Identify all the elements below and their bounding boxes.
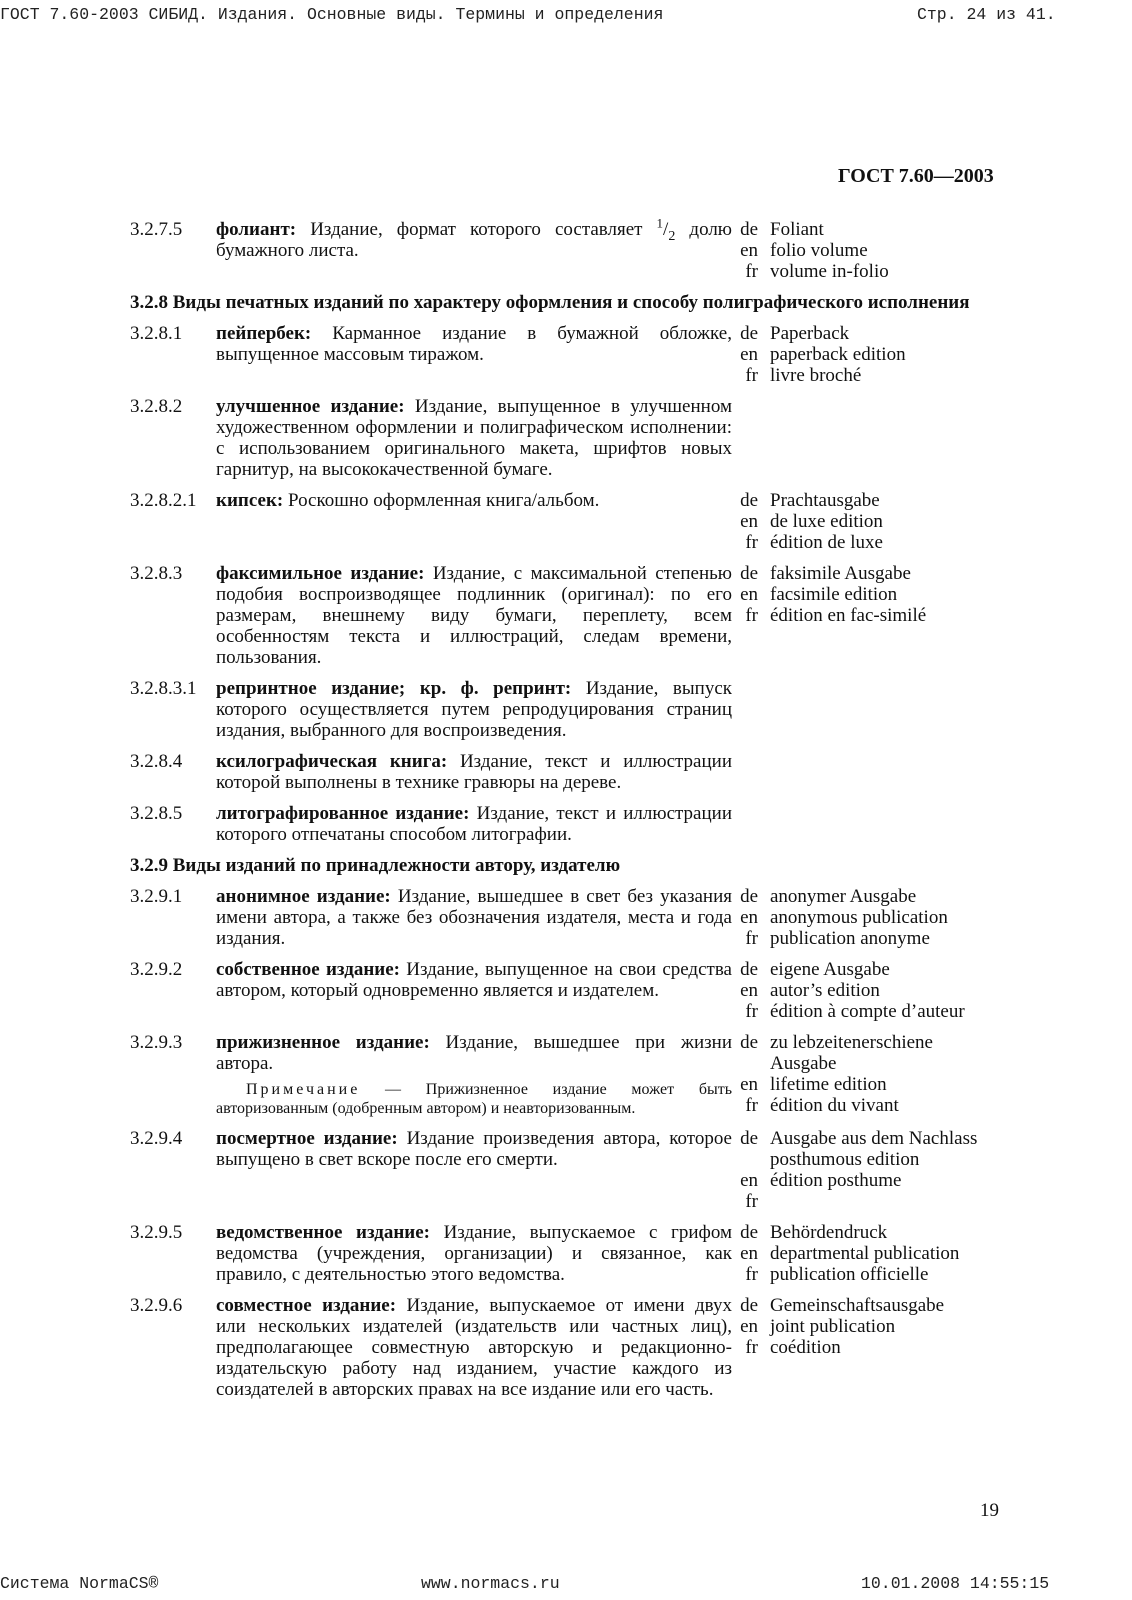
- footer-website: www.normacs.ru: [421, 1574, 560, 1593]
- foreign-term: de luxe edition: [770, 511, 883, 532]
- entry-term: анонимное издание:: [216, 886, 391, 907]
- entry-definition: [216, 490, 732, 553]
- lang-code: fr: [745, 605, 758, 626]
- lang-code: fr: [745, 1264, 758, 1285]
- fraction-denominator: 2: [668, 228, 676, 244]
- foreign-term: Paperback: [770, 323, 850, 344]
- entry-number: 3.2.7.5: [130, 219, 183, 240]
- lang-code: de: [740, 886, 758, 907]
- entry-term: кипсек:: [216, 490, 284, 511]
- entry-definition: [216, 1295, 732, 1400]
- language-codes: [732, 959, 770, 1022]
- foreign-term: Foliant: [770, 219, 824, 240]
- entry-term: фолиант:: [216, 219, 297, 240]
- lang-code: en: [740, 980, 758, 1001]
- foreign-equivalents: [770, 803, 1000, 845]
- lang-code: en: [740, 1170, 758, 1191]
- entry-definition: [216, 803, 732, 845]
- entry-definition-text: Издание, выпуск которого осуществляется путем репродуцирования страниц издания, выбранного для воспроизведения.: [216, 678, 732, 741]
- lang-code: fr: [745, 1337, 758, 1358]
- lang-code: de: [740, 1222, 758, 1243]
- foreign-term: édition du vivant: [770, 1095, 899, 1116]
- entry-term: пейпербек:: [216, 323, 312, 344]
- foreign-term: departmental publication: [770, 1243, 960, 1264]
- entry-definition-block: [216, 1032, 732, 1118]
- entry-definition: [216, 323, 732, 386]
- section-heading-3-2-8: 3.2.8 Виды печатных изданий по характеру оформления и способу полиграфического исполнения: [130, 292, 970, 313]
- foreign-term: publication officielle: [770, 1264, 929, 1285]
- section-heading-3-2-9: 3.2.9 Виды изданий по принадлежности автору, издателю: [130, 855, 621, 876]
- lang-code: fr: [745, 261, 758, 282]
- entry-note: [216, 1080, 732, 1118]
- entry-definition-text: Издание, текст и иллюстрации которого отпечатаны способом литографии.: [216, 803, 732, 845]
- entry-definition-text: Издание, текст и иллюстрации которой выполнены в технике гравюры на дереве.: [216, 751, 732, 793]
- entry-3-2-7-5: [130, 215, 1000, 282]
- lang-code: en: [740, 1074, 758, 1095]
- document-code: ГОСТ 7.60—2003: [838, 165, 994, 187]
- entry-3-2-9-1: [130, 886, 1000, 949]
- lang-code: fr: [745, 928, 758, 949]
- foreign-equivalents: [770, 323, 1000, 386]
- lang-code: de: [740, 323, 758, 344]
- entry-definition-text: Издание, выпущенное на свои средства автором, который одновременно является и издателем.: [216, 959, 732, 1001]
- foreign-term: autor’s edition: [770, 980, 880, 1001]
- lang-code: de: [740, 1295, 758, 1316]
- foreign-equivalents: [770, 1295, 1000, 1400]
- entry-term: совместное издание:: [216, 1295, 397, 1316]
- entry-definition: [216, 678, 732, 741]
- page-number: 19: [980, 1500, 999, 1521]
- foreign-term: anonymer Ausgabe: [770, 886, 917, 907]
- foreign-term: folio volume: [770, 240, 868, 261]
- entry-term: ведомственное издание:: [216, 1222, 430, 1243]
- foreign-equivalents: [770, 1128, 1000, 1212]
- language-codes: [732, 1295, 770, 1400]
- entry-definition: [216, 1222, 732, 1285]
- entry-3-2-9-3: [130, 1032, 1000, 1118]
- foreign-term: Gemeinschaftsausgabe: [770, 1295, 945, 1316]
- entries-group-3-2-9-a: [130, 886, 1000, 1022]
- language-codes: [732, 751, 770, 793]
- entry-3-2-8-2-1: [130, 490, 1000, 553]
- foreign-term: publication anonyme: [770, 928, 930, 949]
- lang-code: en: [740, 240, 758, 261]
- foreign-equivalents: [770, 563, 1000, 668]
- foreign-term: Ausgabe aus dem Nachlass: [770, 1128, 978, 1149]
- fraction-slash: /: [663, 219, 669, 240]
- entry-number: 3.2.8.4: [130, 751, 183, 772]
- language-codes: [732, 1128, 770, 1212]
- entry-definition-text: Издание, формат которого составляет: [296, 219, 657, 240]
- entry-definition: [216, 1032, 732, 1074]
- entry-definition: [216, 959, 732, 1022]
- entry-number: 3.2.9.3: [130, 1032, 183, 1053]
- lang-code: fr: [745, 532, 758, 553]
- note-text: — Прижизненное издание может быть авторизованным (одобренным автором) и неавторизованным.: [216, 1081, 732, 1117]
- entry-definition: [216, 751, 732, 793]
- entry-definition: [216, 396, 732, 480]
- foreign-term: édition à compte d’auteur: [770, 1001, 965, 1022]
- lang-code: en: [740, 584, 758, 605]
- entry-term: собственное издание:: [216, 959, 400, 980]
- foreign-term: Behördendruck: [770, 1222, 888, 1243]
- language-codes: [732, 1222, 770, 1285]
- language-codes: [732, 1032, 770, 1118]
- entry-number: 3.2.9.1: [130, 886, 183, 907]
- lang-code: fr: [745, 1095, 758, 1116]
- lang-code: de: [740, 563, 758, 584]
- entry-definition: [216, 563, 732, 668]
- entry-term: ксилографическая книга:: [216, 751, 448, 772]
- note-label: Примечание: [246, 1081, 361, 1098]
- foreign-term: joint publication: [770, 1316, 896, 1337]
- entry-definition-text: Издание, вышедшее при жизни автора.: [216, 1032, 732, 1074]
- entry-definition-text: Издание, выпускаемое от имени двух или нескольких издателей (издательств или частных лиц), предполагающее совместную авторскую и редакционно-издательскую работу над изданием, участие каждого из соиздателей в авторских правах на все издание или его часть.: [216, 1295, 733, 1400]
- foreign-equivalents: [770, 886, 1000, 949]
- language-codes: [732, 886, 770, 949]
- foreign-term: faksimile Ausgabe: [770, 563, 911, 584]
- entry-term: посмертное издание:: [216, 1128, 398, 1149]
- lang-code: en: [740, 1243, 758, 1264]
- entry-3-2-8-3-1: [130, 678, 1000, 741]
- foreign-equivalents: [770, 1222, 1000, 1285]
- footer-system-name: Система NormaCS®: [0, 1574, 159, 1593]
- entry-definition: [216, 886, 732, 949]
- entry-term: улучшенное издание:: [216, 396, 405, 417]
- entry-term: репринтное издание; кр. ф. репринт:: [216, 678, 572, 699]
- page-header-title: ГОСТ 7.60-2003 СИБИД. Издания. Основные виды. Термины и определения: [0, 5, 664, 24]
- language-codes: [732, 678, 770, 741]
- foreign-term: édition posthume: [770, 1170, 902, 1191]
- fraction-numerator: 1: [656, 215, 664, 231]
- foreign-equivalents: [770, 1032, 1000, 1118]
- lang-code: de: [740, 490, 758, 511]
- document-body: [130, 215, 1000, 1410]
- entry-3-2-9-4: [130, 1128, 1000, 1212]
- lang-code: en: [740, 1316, 758, 1337]
- foreign-term: posthumous edition: [770, 1149, 920, 1170]
- lang-code: fr: [745, 1191, 758, 1212]
- entry-number: 3.2.9.6: [130, 1295, 183, 1316]
- foreign-term: paperback edition: [770, 344, 906, 365]
- entry-number: 3.2.8.2.1: [130, 490, 197, 511]
- language-codes: [732, 396, 770, 480]
- entry-definition-text: Издание, выпущенное в улучшенном художественном оформлении и полиграфическом исполнении: с использованием оригинального макета, шрифтов новых гарнитур, на высококачественной бумаге.: [216, 396, 732, 480]
- foreign-term: édition en fac-similé: [770, 605, 927, 626]
- lang-code: de: [740, 219, 758, 240]
- foreign-term: facsimile edition: [770, 584, 898, 605]
- foreign-term: eigene Ausgabe: [770, 959, 890, 980]
- entry-3-2-8-4: [130, 751, 1000, 793]
- entry-definition-text: Издание, вышедшее в свет без указания имени автора, а также без обозначения издателя, места и года издания.: [216, 886, 732, 949]
- foreign-term: coédition: [770, 1337, 841, 1358]
- foreign-term: livre broché: [770, 365, 862, 386]
- entry-definition-text: Издание, выпускаемое с грифом ведомства (учреждения, организации) и связанное, как правило, с деятельностью этого ведомства.: [216, 1222, 732, 1285]
- foreign-term: anonymous publication: [770, 907, 948, 928]
- foreign-equivalents: [770, 490, 1000, 553]
- foreign-equivalents: [770, 219, 1000, 282]
- foreign-term: Prachtausgabe: [770, 490, 880, 511]
- entry-definition-text: Карманное издание в бумажной обложке, выпущенное массовым тиражом.: [216, 323, 732, 365]
- entry-number: 3.2.8.3.1: [130, 678, 197, 699]
- foreign-equivalents: [770, 396, 1000, 480]
- lang-code: en: [740, 344, 758, 365]
- lang-code: de: [740, 959, 758, 980]
- language-codes: [732, 490, 770, 553]
- entry-number: 3.2.8.1: [130, 323, 183, 344]
- foreign-equivalents: [770, 678, 1000, 741]
- entry-3-2-8-1: [130, 323, 1000, 386]
- foreign-term: lifetime edition: [770, 1074, 887, 1095]
- foreign-term: édition de luxe: [770, 532, 883, 553]
- language-codes: [732, 803, 770, 845]
- entry-number: 3.2.8.3: [130, 563, 183, 584]
- entry-definition-text: Роскошно оформленная книга/альбом.: [283, 490, 600, 511]
- entry-3-2-9-2: [130, 959, 1000, 1022]
- entry-definition-text: Издание произведения автора, которое выпущено в свет вскоре после его смерти.: [216, 1128, 732, 1170]
- entry-number: 3.2.9.2: [130, 959, 183, 980]
- language-codes: [732, 219, 770, 282]
- lang-code: en: [740, 907, 758, 928]
- foreign-equivalents: [770, 751, 1000, 793]
- lang-code: fr: [745, 365, 758, 386]
- footer-timestamp: 10.01.2008 14:55:15: [861, 1574, 1050, 1593]
- entry-number: 3.2.8.2: [130, 396, 183, 417]
- entry-number: 3.2.9.5: [130, 1222, 183, 1243]
- entry-number: 3.2.8.5: [130, 803, 183, 824]
- entry-3-2-9-6: [130, 1295, 1000, 1400]
- entries-group-3-2-9-b: [130, 1222, 1000, 1400]
- entry-definition: [216, 215, 732, 282]
- foreign-equivalents: [770, 959, 1000, 1022]
- entry-3-2-8-5: [130, 803, 1000, 845]
- language-codes: [732, 323, 770, 386]
- entry-term: литографированное издание:: [216, 803, 470, 824]
- lang-code: de: [740, 1032, 758, 1053]
- foreign-term: volume in-folio: [770, 261, 889, 282]
- entry-term: прижизненное издание:: [216, 1032, 430, 1053]
- entry-3-2-9-5: [130, 1222, 1000, 1285]
- lang-code: en: [740, 511, 758, 532]
- lang-code: fr: [745, 1001, 758, 1022]
- entry-term: факсимильное издание:: [216, 563, 425, 584]
- entry-3-2-8-3: [130, 563, 1000, 668]
- entry-number: 3.2.9.4: [130, 1128, 183, 1149]
- foreign-term: zu lebzeitenerschiene Ausgabe: [770, 1032, 933, 1074]
- entry-3-2-8-2: [130, 396, 1000, 480]
- lang-code: de: [740, 1128, 758, 1149]
- entries-group-3-2-8: [130, 323, 1000, 845]
- page-header-page-count: Стр. 24 из 41.: [917, 5, 1056, 24]
- language-codes: [732, 563, 770, 668]
- entry-definition-text: Издание, с максимальной степенью подобия воспроизводящее подлинник (оригинал): по его размерам, внешнему виду бумаги, переплету, всем особенностям текста и иллюстраций, следам времени, пользования.: [216, 563, 732, 668]
- entry-definition: [216, 1128, 732, 1212]
- entry-definition-text: долю бумажного листа.: [216, 219, 732, 261]
